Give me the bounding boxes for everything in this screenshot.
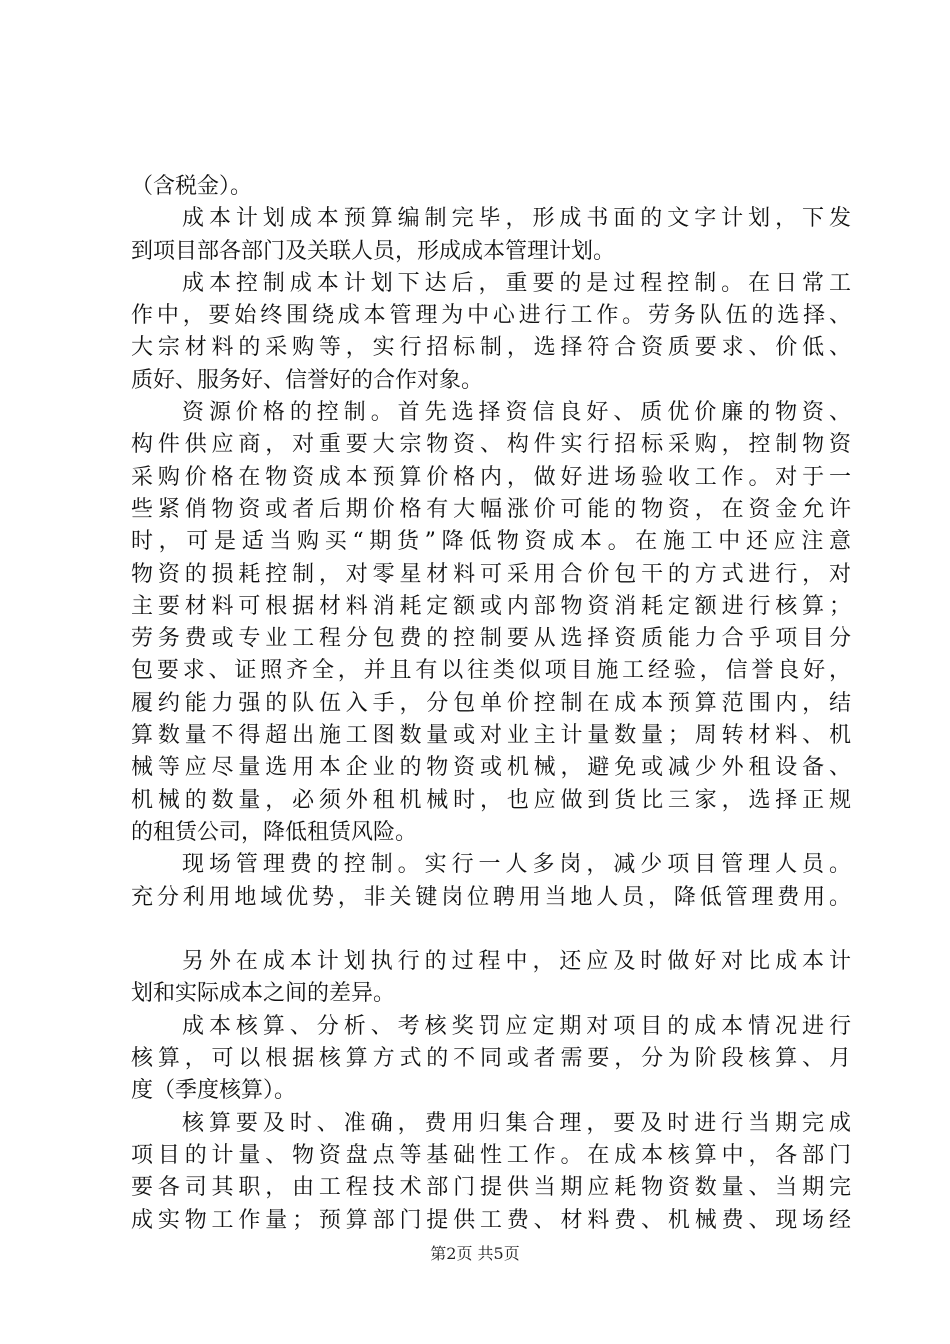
text-line: 构件供应商，对重要大宗物资、构件实行招标采购，控制物资 (131, 432, 851, 458)
text-line: 现场管理费的控制。实行一人多岗，减少项目管理人员。 (182, 852, 851, 878)
blank-line (131, 914, 851, 946)
text-line: 主要材料可根据材料消耗定额或内部物资消耗定额进行核算； (131, 593, 851, 619)
text-line: 度（季度核算）。 (131, 1078, 297, 1104)
text-line: 充分利用地域优势，非关键岗位聘用当地人员，降低管理费用。 (131, 884, 851, 910)
text-line: 械等应尽量选用本企业的物资或机械，避免或减少外租设备、 (131, 755, 851, 781)
text-line: 些紧俏物资或者后期价格有大幅涨价可能的物资，在资金允许 (131, 496, 851, 522)
text-line: 时，可是适当购买“期货”降低物资成本。在施工中还应注意 (131, 529, 851, 555)
text-line: 机械的数量，必须外租机械时，也应做到货比三家，选择正规 (131, 787, 851, 813)
text-line: 资源价格的控制。首先选择资信良好、质优价廉的物资、 (182, 400, 851, 426)
text-line: 成本计划成本预算编制完毕，形成书面的文字计划，下发 (182, 206, 851, 232)
text-line: 核算要及时、准确，费用归集合理，要及时进行当期完成 (182, 1110, 851, 1136)
text-line: 劳务费或专业工程分包费的控制要从选择资质能力合乎项目分 (131, 626, 851, 652)
text-line: 成本核算、分析、考核奖罚应定期对项目的成本情况进行 (182, 1013, 851, 1039)
text-line: 成实物工作量；预算部门提供工费、材料费、机械费、现场经 (131, 1207, 851, 1233)
text-line: 履约能力强的队伍入手，分包单价控制在成本预算范围内，结 (131, 690, 851, 716)
text-line: 到项目部各部门及关联人员，形成成本管理计划。 (131, 238, 616, 264)
text-line: 算数量不得超出施工图数量或对业主计量数量；周转材料、机 (131, 723, 851, 749)
text-line: 核算，可以根据核算方式的不同或者需要，分为阶段核算、月 (131, 1046, 851, 1072)
text-line: 要各司其职，由工程技术部门提供当期应耗物资数量、当期完 (131, 1175, 851, 1201)
text-line: 划和实际成本之间的差异。 (131, 981, 396, 1007)
text-line: 大宗材料的采购等，实行招标制，选择符合资质要求、价低、 (131, 335, 851, 361)
document-body (131, 171, 851, 1237)
text-line: 另外在成本计划执行的过程中，还应及时做好对比成本计 (182, 949, 851, 975)
text-line: 质好、服务好、信誉好的合作对象。 (131, 367, 484, 393)
text-line: 采购价格在物资成本预算价格内，做好进场验收工作。对于一 (131, 464, 851, 490)
text-line: 成本控制成本计划下达后，重要的是过程控制。在日常工 (182, 270, 851, 296)
text-line: （含税金）。 (131, 174, 253, 199)
text-line: 作中，要始终围绕成本管理为中心进行工作。劳务队伍的选择、 (131, 303, 851, 329)
text-line: 项目的计量、物资盘点等基础性工作。在成本核算中，各部门 (131, 1142, 851, 1168)
text-line: 的租赁公司，降低租赁风险。 (131, 819, 418, 845)
text-line: 物资的损耗控制，对零星材料可采用合价包干的方式进行，对 (131, 561, 851, 587)
page-number: 第2页 共5页 (430, 1244, 520, 1263)
text-line: 包要求、证照齐全，并且有以往类似项目施工经验，信誉良好， (131, 658, 851, 684)
